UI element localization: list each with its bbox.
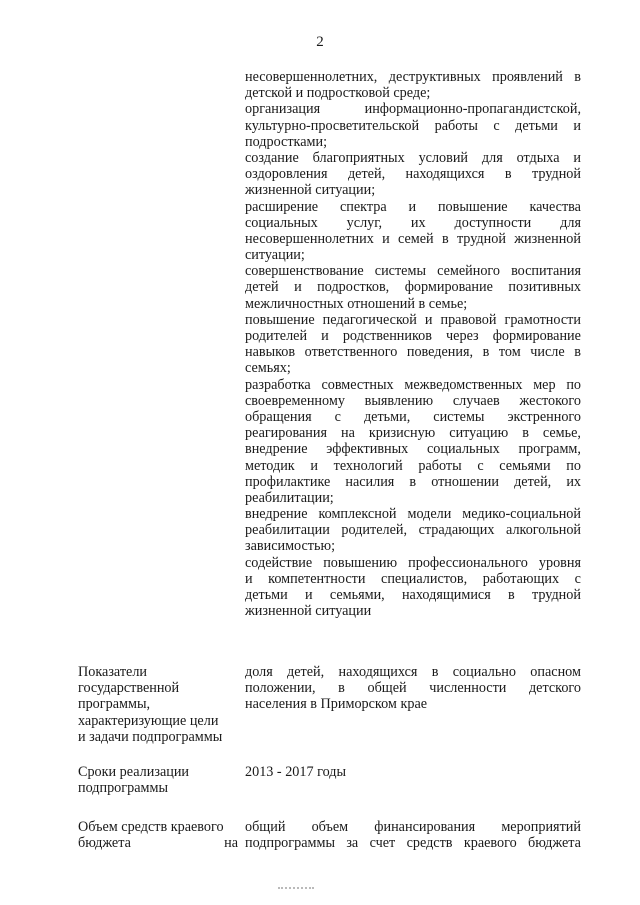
- label-line: программы,: [78, 696, 151, 713]
- goal-line: своевременному выявлению случаев жестокого: [245, 392, 581, 409]
- goal-line: детей и подростков, формирование позитивных: [245, 279, 581, 296]
- goal-line: семьях;: [245, 360, 291, 377]
- goal-line: культурно-просветительской работы с детьми и: [245, 117, 581, 134]
- goal-line: зависимостью;: [245, 538, 336, 555]
- label-line: Показатели: [78, 664, 148, 680]
- budget-value: [245, 819, 581, 851]
- label-line: подпрограммы: [78, 780, 168, 797]
- indicators-value: [245, 664, 581, 713]
- label-line: бюджета на: [78, 835, 238, 852]
- goal-line: и компетентности специалистов, работающих с: [245, 570, 581, 587]
- goal-line: несовершеннолетних, деструктивных проявлений в: [245, 69, 581, 85]
- goal-line: жизненной ситуации: [245, 603, 372, 620]
- label-line: Объем средств краевого: [78, 819, 224, 835]
- label-line: характеризующие цели: [78, 712, 219, 729]
- goal-line: профилактике насилия в отношении детей, их: [245, 473, 581, 490]
- goal-line: несовершеннолетних и семей в трудной жизненной: [245, 230, 581, 247]
- goal-line: детской и подростковой среде;: [245, 85, 431, 102]
- value-line: подпрограммы за счет средств краевого бюджета: [245, 835, 581, 852]
- goal-line: создание благоприятных условий для отдыха и: [245, 149, 581, 166]
- goal-line: повышение педагогической и правовой грамотности: [245, 311, 581, 328]
- goal-line: совершенствование системы семейного воспитания: [245, 263, 581, 280]
- goal-line: содействие повышению профессионального уровня: [245, 554, 581, 571]
- cut-off-text-fragment: [278, 887, 314, 892]
- label-line: государственной: [78, 680, 180, 697]
- goal-line: реагирования на кризисную ситуацию в семье,: [245, 425, 581, 442]
- page-number: 2: [316, 34, 324, 50]
- value-line: положении, в общей численности детского: [245, 680, 581, 697]
- value-line: общий объем финансирования мероприятий: [245, 819, 581, 835]
- value-line: доля детей, находящихся в социально опасном: [245, 664, 581, 680]
- goal-line: оздоровления детей, находящихся в трудной: [245, 166, 581, 183]
- label-line: и задачи подпрограммы: [78, 728, 223, 745]
- indicators-label: [78, 664, 238, 745]
- goal-line: ситуации;: [245, 247, 305, 264]
- goal-line: подростками;: [245, 133, 328, 150]
- terms-label: [78, 764, 238, 796]
- value-line: 2013 - 2017 годы: [245, 764, 347, 780]
- subprogram-goals-continuation: [245, 69, 581, 619]
- goal-line: расширение спектра и повышение качества: [245, 198, 581, 215]
- goal-line: жизненной ситуации;: [245, 182, 376, 199]
- goal-line: организация информационно-пропагандистской,: [245, 101, 581, 118]
- goal-line: внедрение комплексной модели медико-социальной: [245, 506, 581, 523]
- goal-line: навыков ответственного поведения, в том числе в: [245, 344, 581, 361]
- goal-line: внедрение эффективных социальных программ,: [245, 441, 581, 458]
- goal-line: межличностных отношений в семье;: [245, 295, 468, 312]
- goal-line: разработка совместных межведомственных мер по: [245, 376, 581, 393]
- goal-line: методик и технологий работы с семьями по: [245, 457, 581, 474]
- budget-label: [78, 819, 238, 851]
- goal-line: родителей и родственников через формирование: [245, 328, 581, 344]
- label-line: Сроки реализации: [78, 764, 190, 780]
- goal-line: детьми и семьями, находящимися в трудной: [245, 587, 581, 603]
- value-line: населения в Приморском крае: [245, 696, 428, 713]
- goal-line: обращения с детьми, системы экстренного: [245, 408, 581, 425]
- goal-line: социальных услуг, их доступности для: [245, 214, 581, 231]
- goal-line: реабилитации;: [245, 489, 334, 506]
- terms-value: [245, 764, 581, 780]
- goal-line: реабилитации родителей, страдающих алкогольной: [245, 522, 581, 539]
